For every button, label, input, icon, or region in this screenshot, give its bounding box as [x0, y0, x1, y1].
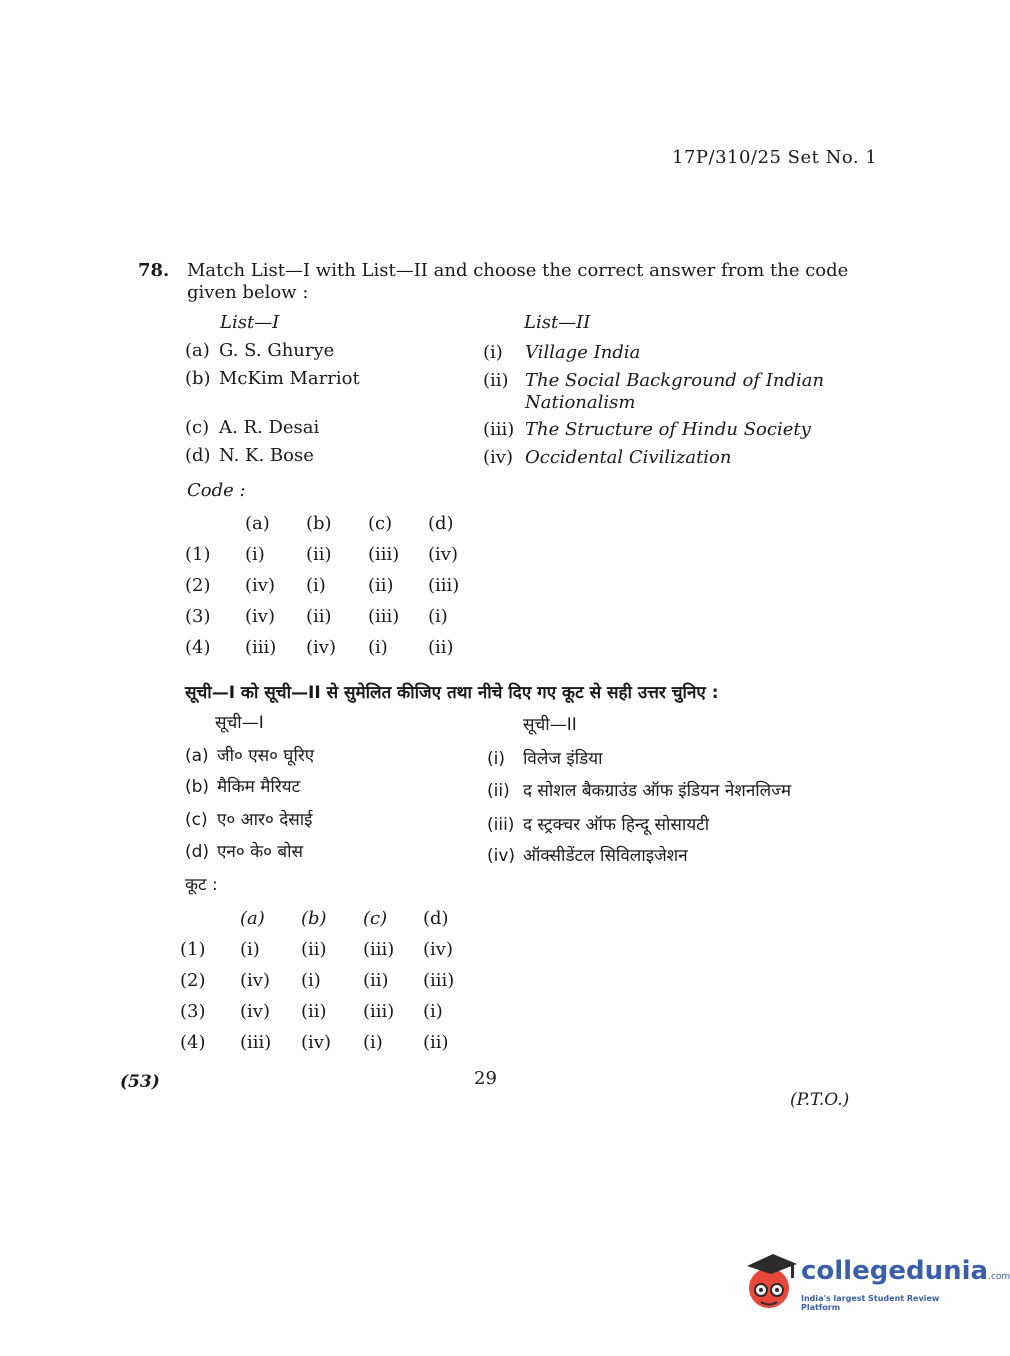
question-number: 78. — [138, 260, 170, 281]
list2-item: (iv) Occidental Civilization — [483, 447, 732, 468]
footer-code: (53) — [120, 1072, 160, 1092]
hindi-list2-item: (iii) द स्ट्रक्चर ऑफ हिन्दू सोसायटी — [487, 815, 710, 835]
list2-item: (i) Village India — [483, 342, 641, 363]
logo-wordmark: collegedunia.com — [801, 1256, 1010, 1286]
hindi-code-row: (3) (iv) (ii) (iii) (i) — [180, 1001, 443, 1022]
list1-title: List—I — [220, 312, 280, 333]
page-number: 29 — [474, 1068, 497, 1089]
hindi-code-row: (2) (iv) (i) (ii) (iii) — [180, 970, 455, 991]
code-row: (4) (iii) (iv) (i) (ii) — [185, 637, 454, 658]
hindi-code-label: कूट : — [185, 875, 218, 895]
hindi-list2-item: (i) विलेज इंडिया — [487, 749, 603, 769]
hindi-list2-title: सूची—II — [523, 715, 577, 735]
pto-label: (P.T.O.) — [790, 1090, 850, 1110]
hindi-list1-item: (c) ए० आर० देसाई — [185, 810, 313, 830]
code-row: (3) (iv) (ii) (iii) (i) — [185, 606, 448, 627]
hindi-list2-item: (iv) ऑक्सीडेंटल सिविलाइजेशन — [487, 846, 688, 866]
set-reference: 17P/310/25 Set No. 1 — [672, 147, 878, 168]
list1-item: (c) A. R. Desai — [185, 417, 320, 438]
list1-item: (d) N. K. Bose — [185, 445, 314, 466]
list1-item: (a) G. S. Ghurye — [185, 340, 335, 361]
code-row: (2) (iv) (i) (ii) (iii) — [185, 575, 460, 596]
code-header-row: (a) (b) (c) (d) — [245, 513, 454, 534]
hindi-code-row: (4) (iii) (iv) (i) (ii) — [180, 1032, 449, 1053]
code-row: (1) (i) (ii) (iii) (iv) — [185, 544, 458, 565]
hindi-code-header-row: (a) (b) (c) (d) — [240, 908, 449, 929]
mascot-icon — [743, 1250, 799, 1314]
hindi-list1-title: सूची—I — [215, 713, 264, 733]
hindi-list1-item: (a) जी० एस० घूरिए — [185, 746, 315, 766]
hindi-question-text: सूची—I को सूची—II से सुमेलित कीजिए तथा नीचे दिए गए कूट से सही उत्तर चुनिए : — [185, 683, 719, 703]
code-table — [185, 513, 478, 668]
list1-item: (b) McKim Marriot — [185, 368, 360, 389]
hindi-list1-item: (d) एन० के० बोस — [185, 842, 303, 862]
code-label: Code : — [187, 480, 246, 501]
hindi-code-row: (1) (i) (ii) (iii) (iv) — [180, 939, 453, 960]
hindi-list1-item: (b) मैकिम मैरियट — [185, 777, 301, 797]
list2-title: List—II — [524, 312, 591, 333]
question-text: Match List—I with List—II and choose the correct answer from the code given below : — [187, 260, 849, 303]
hindi-code-table — [180, 908, 473, 1063]
collegedunia-logo[interactable] — [743, 1250, 1010, 1314]
list2-item: (iii) The Structure of Hindu Society — [483, 419, 811, 440]
hindi-list2-item: (ii) द सोशल बैकग्राउंड ऑफ इंडियन नेशनलिज्म — [487, 781, 792, 801]
list2-item: (ii) The Social Background of Indian Nationalism — [483, 370, 825, 413]
logo-tagline: India's largest Student Review Platform — [801, 1294, 940, 1312]
